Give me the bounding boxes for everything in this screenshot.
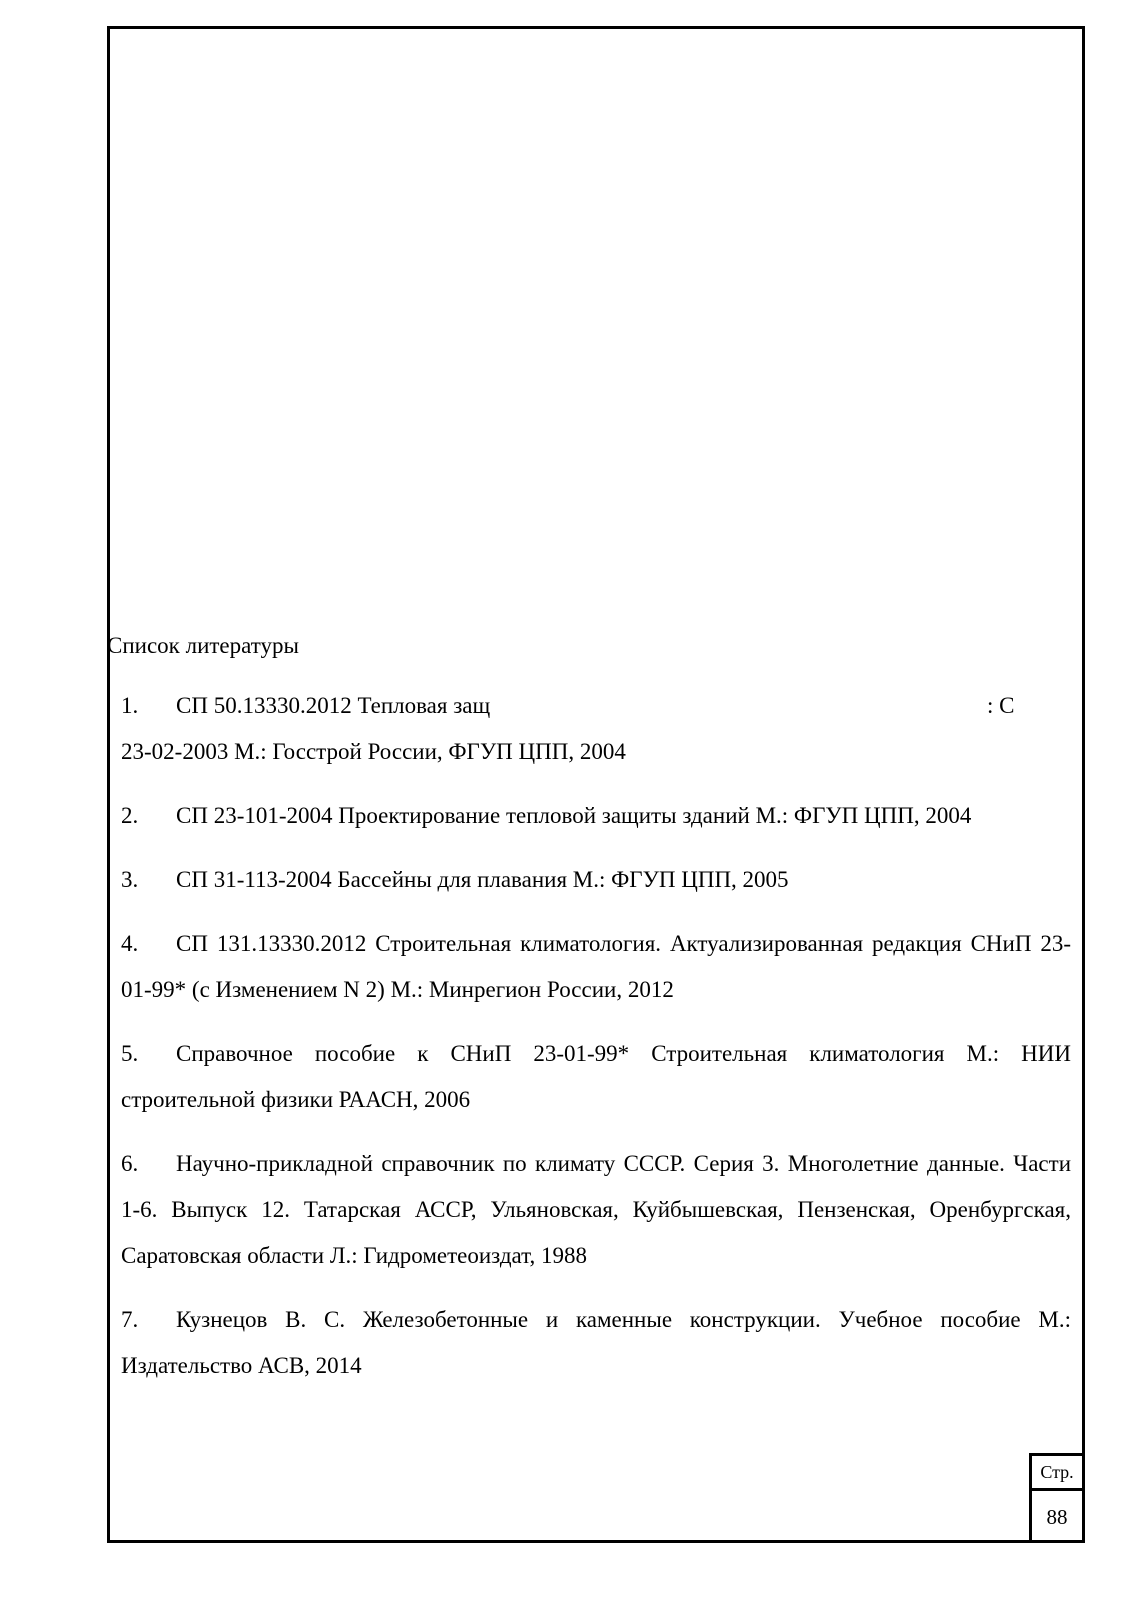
reference-text: Справочное пособие к СНиП 23-01-99* Строительная климатология М.: НИИ строительной физики РААСН, 2006 <box>121 1041 1071 1112</box>
reference-item-2 <box>121 793 1071 839</box>
reference-text: Научно-прикладной справочник по климату СССР. Серия 3. Многолетние данные. Части 1-6. Выпуск 12. Татарская АССР, Ульяновская, Куйбышевская, Пензенская, Оренбургская, Саратовская области Л.: Гидрометеоиздат, 1988 <box>121 1151 1071 1268</box>
redaction-mask <box>531 689 987 725</box>
page-number: 88 <box>1046 1505 1068 1529</box>
reference-text-continued: 23-02-2003 М.: Госстрой России, ФГУП ЦПП, 2004 <box>121 739 626 764</box>
reference-item-6 <box>121 1141 1071 1279</box>
reference-number: 5. <box>121 1041 139 1066</box>
reference-item-4 <box>121 921 1071 1013</box>
reference-item-7 <box>121 1297 1071 1389</box>
reference-number: 7. <box>121 1307 139 1332</box>
reference-text: СП 50.13330.2012 Тепловая защ <box>176 693 491 718</box>
reference-number: 6. <box>121 1151 139 1176</box>
reference-text: СП 23-101-2004 Проектирование тепловой защиты зданий М.: ФГУП ЦПП, 2004 <box>176 803 972 828</box>
reference-text-tail: : С <box>987 693 1015 718</box>
reference-list <box>121 683 1071 1407</box>
reference-item-5 <box>121 1031 1071 1123</box>
reference-text: Кузнецов В. С. Железобетонные и каменные конструкции. Учебное пособие М.: Издательство АСВ, 2014 <box>121 1307 1071 1378</box>
reference-text: СП 31-113-2004 Бассейны для плавания М.: ФГУП ЦПП, 2005 <box>176 867 789 892</box>
section-title: Список литературы <box>107 633 299 658</box>
reference-number: 4. <box>121 931 139 956</box>
reference-text: СП 131.13330.2012 Строительная климатология. Актуализированная редакция СНиП 23-01-99* (с Изменением N 2) М.: Минрегион России, 2012 <box>121 931 1071 1002</box>
reference-item-3 <box>121 857 1071 903</box>
reference-number: 3. <box>121 867 139 892</box>
page-stamp <box>1029 1453 1085 1543</box>
reference-item-1 <box>121 683 1071 775</box>
reference-number: 1. <box>121 693 139 718</box>
reference-number: 2. <box>121 803 139 828</box>
stamp-label: Стр. <box>1032 1456 1082 1491</box>
